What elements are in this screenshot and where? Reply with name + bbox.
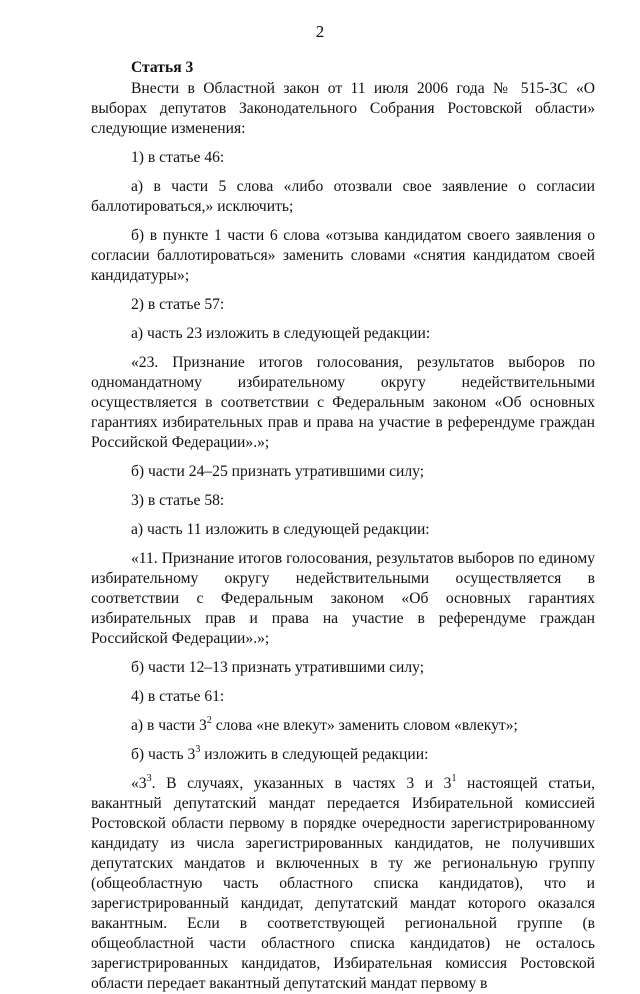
paragraph-item-2b: б) части 24–25 признать утратившими силу;	[131, 463, 425, 480]
paragraph-item-4a	[91, 716, 595, 736]
text: изложить в следующей редакции:	[200, 746, 429, 763]
document-body	[91, 58, 595, 994]
paragraph-item-2a: а) часть 23 изложить в следующей редакции:	[131, 325, 431, 342]
page-number: 2	[315, 22, 325, 41]
paragraph-item-1b: б) в пункте 1 части 6 слова «отзыва кандидатом своего заявления о согласии баллотироваться» заменить словами «снятия кандидатом своей кандидатуры»;	[91, 227, 595, 284]
superscript: 3	[146, 772, 152, 784]
paragraph-quote-11: «11. Признание итогов голосования, результатов выборов по единому избирательному округу недействительными осуществляется в соответствии с Федеральным законом «Об основных гарантиях избирательных прав и права на участие в референдуме граждан Российской Федерации».»;	[91, 550, 595, 647]
text: настоящей статьи, вакантный депутатский мандат передается Избирательной комиссией Ростовской области первому в порядке очередности зарегистрированному кандидату из числа зарегистрированных кандидатов, не получивших депутатских мандатов и включенных в ту же региональную группу (общеобластную часть областного списка кандидатов), что и зарегистрированный кандидат, депутатский мандат которого оказался вакантным. Если в соответствующей региональной группе (в общеобластной части областного списка кандидатов) не осталось зарегистрированных кандидатов, Избирательная комиссия Ростовской области передает вакантный депутатский мандат первому в	[91, 775, 595, 992]
article-title: Статья 3	[131, 59, 194, 76]
text: . В случаях, указанных в частях 3 и 3	[151, 775, 452, 792]
paragraph-item-2: 2) в статье 57:	[131, 296, 225, 313]
text: б) часть 3	[131, 746, 196, 763]
paragraph-item-3b: б) части 12–13 признать утратившими силу;	[131, 659, 425, 676]
paragraph-intro: Внести в Областной закон от 11 июля 2006 года № 515-ЗС «О выборах депутатов Законодательного Собрания Ростовской области» следующие изменения:	[91, 80, 595, 137]
superscript: 3	[195, 743, 201, 755]
paragraph-item-1: 1) в статье 46:	[131, 149, 225, 166]
paragraph-item-4b	[91, 745, 595, 765]
text: «3	[131, 775, 147, 792]
text: а) в части 3	[131, 717, 207, 734]
paragraph-item-1a: а) в части 5 слова «либо отозвали свое заявление о согласии баллотироваться,» исключить;	[91, 178, 595, 215]
paragraph-item-3: 3) в статье 58:	[131, 492, 225, 509]
paragraph-item-3a: а) часть 11 изложить в следующей редакции:	[131, 521, 430, 538]
superscript: 2	[206, 714, 212, 726]
paragraph-item-4: 4) в статье 61:	[131, 688, 225, 705]
text: слова «не влекут» заменить словом «влекут»;	[211, 717, 518, 734]
paragraph-quote-3-3	[91, 774, 595, 994]
paragraph-quote-23: «23. Признание итогов голосования, результатов выборов по одномандатному избирательному округу недействительными осуществляется в соответствии с Федеральным законом «Об основных гарантиях избирательных прав и права на участие в референдуме граждан Российской Федерации».»;	[91, 354, 595, 451]
superscript: 1	[451, 772, 457, 784]
